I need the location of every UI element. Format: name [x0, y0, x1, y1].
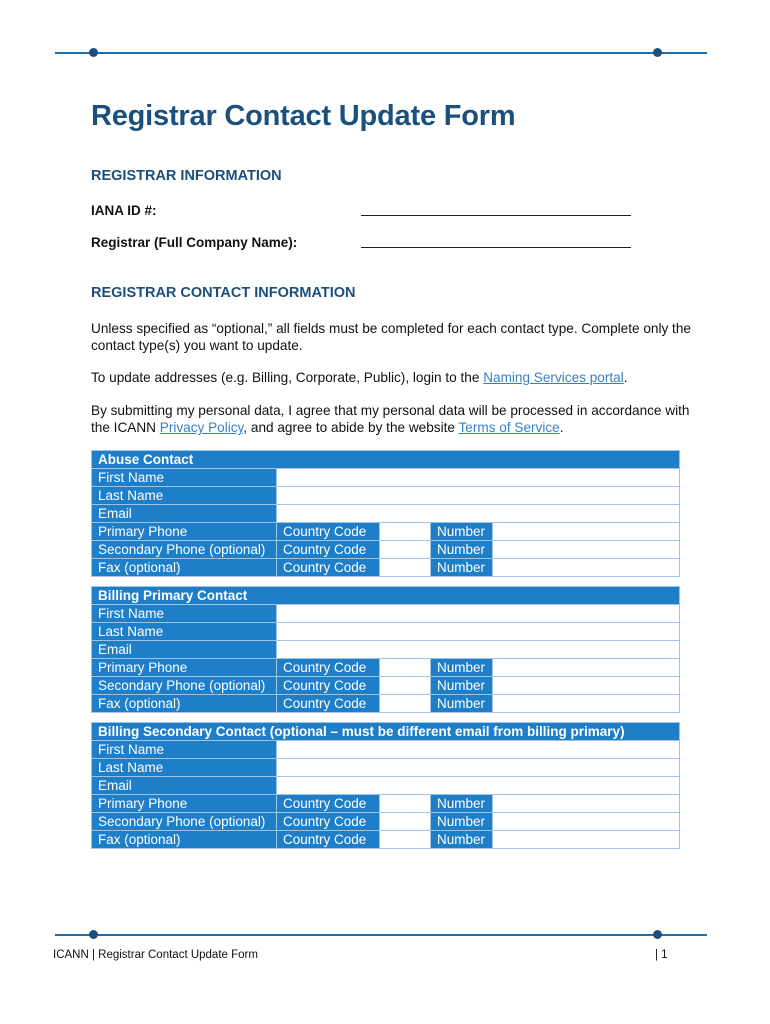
country-code-label: Country Code: [277, 813, 380, 831]
number-input[interactable]: [493, 813, 680, 831]
rule-dot-left: [89, 930, 98, 939]
number-input[interactable]: [493, 659, 680, 677]
number-label: Number: [431, 831, 493, 849]
consent-text-pre: By submitting my personal data, I agree that my personal data will be processed in accordance with the ICANN: [91, 403, 690, 435]
country-code-input[interactable]: [380, 695, 431, 713]
country-code-label: Country Code: [277, 695, 380, 713]
country-code-input[interactable]: [380, 795, 431, 813]
billing-secondary-contact-table: [91, 722, 680, 849]
last-name-input[interactable]: [277, 759, 680, 777]
consent-text-mid: , and agree to abide by the website: [243, 420, 459, 435]
footer-text: ICANN | Registrar Contact Update Form: [53, 949, 258, 961]
number-label: Number: [431, 677, 493, 695]
number-label: Number: [431, 813, 493, 831]
secondary-phone-label: Secondary Phone (optional): [92, 541, 277, 559]
rule-dot-right: [653, 930, 662, 939]
primary-phone-label: Primary Phone: [92, 523, 277, 541]
primary-phone-label: Primary Phone: [92, 659, 277, 677]
number-input[interactable]: [493, 695, 680, 713]
country-code-label: Country Code: [277, 831, 380, 849]
email-input[interactable]: [277, 641, 680, 659]
iana-id-field[interactable]: [361, 215, 631, 216]
country-code-input[interactable]: [380, 559, 431, 577]
contact-table-heading: Abuse Contact: [92, 451, 680, 469]
rule-dot-left: [89, 48, 98, 57]
fax-label: Fax (optional): [92, 559, 277, 577]
number-input[interactable]: [493, 677, 680, 695]
registrar-info-heading: REGISTRAR INFORMATION: [91, 168, 282, 184]
company-name-field[interactable]: [361, 247, 631, 248]
abuse-contact-table: [91, 450, 680, 577]
email-label: Email: [92, 641, 277, 659]
rule-dot-right: [653, 48, 662, 57]
consent-paragraph: [91, 402, 691, 436]
company-name-label: Registrar (Full Company Name):: [91, 235, 298, 250]
country-code-label: Country Code: [277, 523, 380, 541]
secondary-phone-label: Secondary Phone (optional): [92, 813, 277, 831]
number-label: Number: [431, 559, 493, 577]
iana-id-label: IANA ID #:: [91, 203, 157, 218]
number-label: Number: [431, 523, 493, 541]
country-code-label: Country Code: [277, 677, 380, 695]
country-code-input[interactable]: [380, 541, 431, 559]
first-name-label: First Name: [92, 469, 277, 487]
number-input[interactable]: [493, 559, 680, 577]
page-number: | 1: [655, 949, 668, 961]
first-name-input[interactable]: [277, 469, 680, 487]
number-label: Number: [431, 695, 493, 713]
address-text-pre: To update addresses (e.g. Billing, Corporate, Public), login to the: [91, 370, 484, 385]
primary-phone-label: Primary Phone: [92, 795, 277, 813]
instructions-paragraph: Unless specified as “optional,” all fields must be completed for each contact type. Complete only the contact type(s) you want to update.: [91, 321, 691, 353]
country-code-label: Country Code: [277, 659, 380, 677]
first-name-label: First Name: [92, 741, 277, 759]
country-code-input[interactable]: [380, 677, 431, 695]
last-name-input[interactable]: [277, 487, 680, 505]
country-code-label: Country Code: [277, 541, 380, 559]
consent-text-post: .: [559, 420, 564, 435]
email-input[interactable]: [277, 777, 680, 795]
fax-label: Fax (optional): [92, 695, 277, 713]
contact-info-heading: REGISTRAR CONTACT INFORMATION: [91, 285, 356, 301]
address-update-paragraph: [91, 369, 691, 386]
number-label: Number: [431, 659, 493, 677]
first-name-label: First Name: [92, 605, 277, 623]
first-name-input[interactable]: [277, 605, 680, 623]
last-name-label: Last Name: [92, 487, 277, 505]
billing-primary-contact-table: [91, 586, 680, 713]
country-code-input[interactable]: [380, 831, 431, 849]
terms-of-service-link[interactable]: Terms of Service: [458, 420, 560, 435]
first-name-input[interactable]: [277, 741, 680, 759]
country-code-input[interactable]: [380, 523, 431, 541]
privacy-policy-link[interactable]: Privacy Policy: [159, 420, 244, 435]
last-name-input[interactable]: [277, 623, 680, 641]
country-code-label: Country Code: [277, 795, 380, 813]
page-title: Registrar Contact Update Form: [91, 100, 516, 132]
contact-table-heading: Billing Primary Contact: [92, 587, 680, 605]
country-code-input[interactable]: [380, 813, 431, 831]
country-code-input[interactable]: [380, 659, 431, 677]
address-text-post: .: [623, 370, 628, 385]
top-rule: [55, 52, 707, 54]
contact-table-heading: Billing Secondary Contact (optional – must be different email from billing primary): [92, 723, 680, 741]
email-input[interactable]: [277, 505, 680, 523]
country-code-label: Country Code: [277, 559, 380, 577]
number-label: Number: [431, 541, 493, 559]
last-name-label: Last Name: [92, 759, 277, 777]
number-label: Number: [431, 795, 493, 813]
email-label: Email: [92, 505, 277, 523]
last-name-label: Last Name: [92, 623, 277, 641]
naming-services-portal-link[interactable]: Naming Services portal: [483, 370, 624, 385]
number-input[interactable]: [493, 541, 680, 559]
fax-label: Fax (optional): [92, 831, 277, 849]
number-input[interactable]: [493, 831, 680, 849]
secondary-phone-label: Secondary Phone (optional): [92, 677, 277, 695]
number-input[interactable]: [493, 523, 680, 541]
number-input[interactable]: [493, 795, 680, 813]
email-label: Email: [92, 777, 277, 795]
bottom-rule: [55, 934, 707, 936]
